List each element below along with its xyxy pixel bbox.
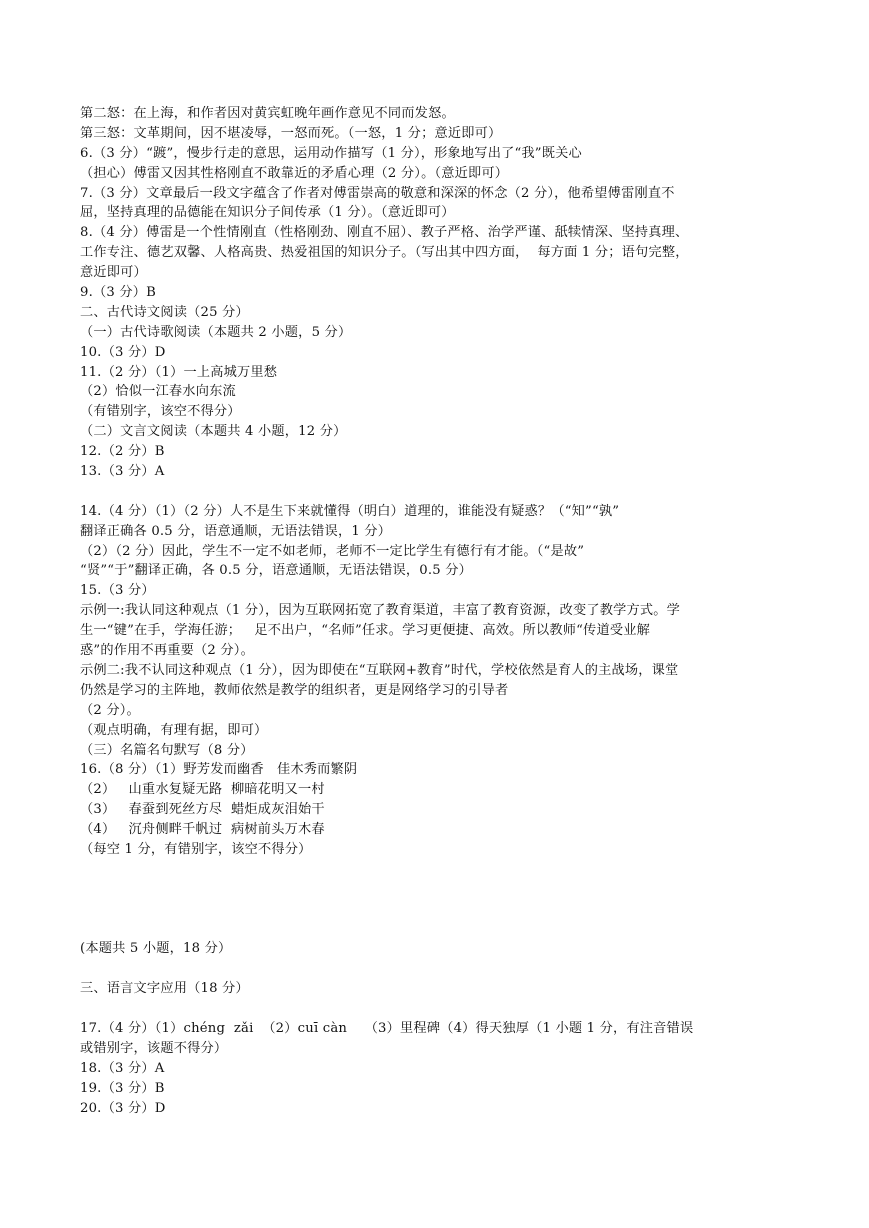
text-line: 第二怒：在上海，和作者因对黄宾虹晚年画作意见不同而发怒。 (80, 106, 455, 121)
text-line: 8.（4 分）傅雷是一个性情刚直（性格刚劲、刚直不屈）、教子严格、治学严谨、舐犊情深、坚持真理、 (80, 225, 689, 241)
text-line: 仍然是学习的主阵地，教师依然是教学的组织者，更是网络学习的引导者 (80, 682, 509, 698)
subsection-heading: （二）文言文阅读（本题共 4 小题，12 分） (80, 424, 347, 440)
text-line: 18.（3 分）A (80, 1060, 165, 1076)
text-line: （2）恰似一江春水向东流 (80, 384, 236, 400)
text-line: （2 分）。 (80, 702, 140, 718)
text-line: 或错别字，该题不得分） (80, 1040, 228, 1056)
text-line: 9.（3 分）B (80, 285, 157, 301)
text-line: 14.（4 分）（1）（2 分）人不是生下来就懂得（明白）道理的，谁能没有疑惑？（“知”“孰” (80, 503, 620, 519)
text-line: 19.（3 分）B (80, 1080, 165, 1096)
text-line: “贤”“于”翻译正确，各 0.5 分，语意通顺，无语法错误，0.5 分） (80, 563, 472, 579)
text-line: 12.（2 分）B (80, 444, 165, 460)
text-line: (本题共 5 小题，18 分） (80, 941, 232, 957)
text-line: （3） 春蚕到死丝方尽 蜡炬成灰泪始干 (80, 802, 325, 818)
text-line: 13.（3 分）A (80, 464, 165, 480)
text-line: （2） 山重水复疑无路 柳暗花明又一村 (80, 782, 325, 798)
text-line: 工作专注、德艺双馨、人格高贵、热爱祖国的知识分子。（写出其中四方面， 每方面 1 分；语句完整， (80, 245, 689, 261)
section-heading: 二、古代诗文阅读（25 分） (80, 304, 249, 320)
text-line: 7.（3 分）文章最后一段文字蕴含了作者对傅雷崇高的敬意和深深的怀念（2 分），他希望傅雷刚直不 (80, 185, 675, 201)
text-line: 翻译正确各 0.5 分，语意通顺，无语法错误，1 分） (80, 523, 392, 539)
section-part2 (80, 502, 790, 860)
text-line: 惑”的作用不再重要（2 分）。 (80, 643, 254, 659)
text-line: 示例一:我认同这种观点（1 分），因为互联网拓宽了教育渠道，丰富了教育资源，改变了教学方式。学 (80, 603, 681, 619)
text-line: 10.（3 分）D (80, 344, 166, 360)
text-line: （观点明确，有理有据，即可） (80, 722, 268, 738)
text-line: 11.（2 分）（1）一上高城万里愁 (80, 364, 278, 380)
section-heading: 三、语言文字应用（18 分） (80, 981, 249, 997)
text-line: 生一“键”在手，学海任游； 足不出户，“名师”任求。学习更便捷、高效。所以教师“传道受业解 (80, 623, 650, 639)
blank-gap (80, 482, 790, 502)
text-line: 屈，坚持真理的品德能在知识分子间传承（1 分）。（意近即可） (80, 205, 455, 221)
text-line: （有错别字，该空不得分） (80, 404, 241, 420)
text-line: 示例二:我不认同这种观点（1 分），因为即使在“互联网+教育”时代，学校依然是育人的主战场，课堂 (80, 662, 679, 678)
blank-gap (80, 959, 790, 979)
section-part1 (80, 104, 790, 482)
text-line: 20.（3 分）D (80, 1100, 166, 1116)
text-line: 15.（3 分） (80, 583, 155, 599)
section-part5 (80, 1019, 790, 1118)
text-line: 17.（4 分）（1）chéng zǎi （2）cuī càn （3）里程碑（4）得天独厚（1 小题 1 分，有注音错误 (80, 1021, 694, 1036)
text-line: 意近即可） (80, 265, 147, 281)
answer-document (80, 104, 790, 1118)
blank-gap (80, 860, 790, 940)
text-line: 6.（3 分）“踱”，慢步行走的意思，运用动作描写（1 分），形象地写出了“我”既关心 (80, 145, 582, 161)
subsection-heading: （三）名篇名句默写（8 分） (80, 742, 254, 758)
text-line: （2）（2 分）因此，学生不一定不如老师，老师不一定比学生有德行有才能。（“是故” (80, 543, 585, 559)
text-line: （4） 沉舟侧畔千帆过 病树前头万木春 (80, 822, 325, 838)
text-line: 16.（8 分）（1）野芳发而幽香 佳木秀而繁阴 (80, 762, 358, 778)
text-line: 第三怒：文革期间，因不堪凌辱，一怒而死。（一怒，1 分；意近即可） (80, 125, 502, 141)
subsection-heading: （一）古代诗歌阅读（本题共 2 小题，5 分） (80, 324, 352, 340)
text-line: （担心）傅雷又因其性格刚直不敢靠近的矛盾心理（2 分）。（意近即可） (80, 165, 509, 181)
text-line: （每空 1 分，有错别字，该空不得分） (80, 841, 312, 857)
blank-gap (80, 999, 790, 1019)
